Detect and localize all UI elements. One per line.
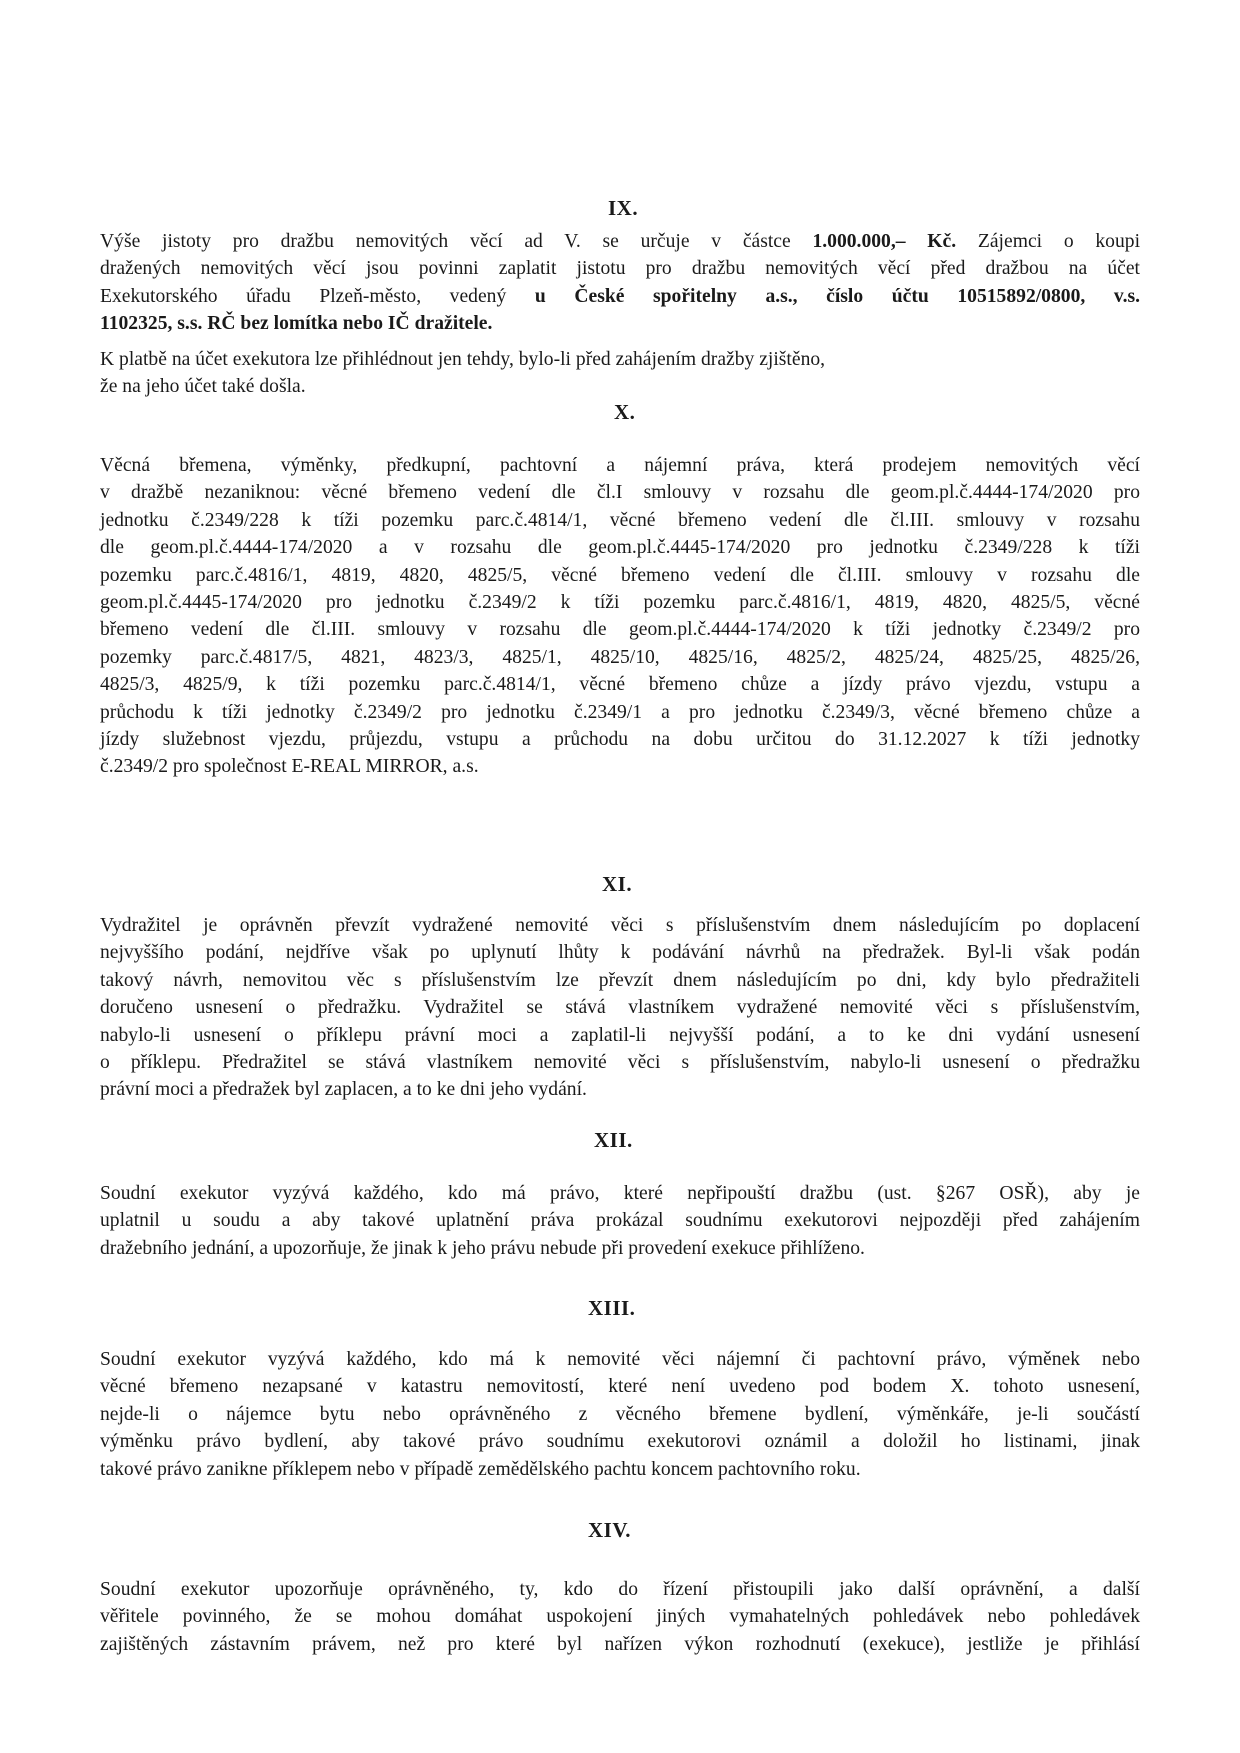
text-line xyxy=(100,346,1140,373)
text-line: uplatnil u soudu a aby takové uplatnění práva prokázal soudnímu exekutorovi nejpozději před zahájením xyxy=(100,1210,1140,1232)
text-line: Soudní exekutor vyzývá každého, kdo má právo, které nepřipouští dražbu (ust. §267 OSŘ), aby je xyxy=(100,1183,1140,1204)
text-run: K platbě na účet exekutora lze přihlédnout jen tehdy, bylo-li před zahájením dražby zjištěno, xyxy=(100,349,826,370)
section-heading-xi: XI. xyxy=(602,872,633,896)
section-ix-paragraph-1 xyxy=(100,228,1140,338)
bank-account-info: u České spořitelny a.s., číslo účtu 10515892/0800, v.s. xyxy=(534,285,1140,307)
text-line: v dražbě nezaniknou: věcné břemeno vedení dle čl.I smlouvy v rozsahu dle geom.pl.č.4444-174/2020 pro xyxy=(100,482,1140,504)
text-line: pozemky parc.č.4817/5, 4821, 4823/3, 4825/1, 4825/10, 4825/16, 4825/2, 4825/24, 4825/25, 4825/26, xyxy=(100,646,1140,668)
text-run: Zájemci o koupi xyxy=(956,231,1141,252)
text-line: zajištěných zástavním právem, než pro které byl nařízen výkon rozhodnutí (exekuce), jestliže je přihlásí xyxy=(100,1633,1140,1655)
text-line: Věcná břemena, výměnky, předkupní, pachtovní a nájemní práva, která prodejem nemovitých věcí xyxy=(100,455,1140,476)
text-line: o příklepu. Předražitel se stává vlastníkem nemovité věci s příslušenstvím, nabylo-li usnesení o předražku xyxy=(100,1052,1140,1074)
text-line: věcné břemeno nezapsané v katastru nemovitostí, které není uvedeno pod bodem X. tohoto usnesení, xyxy=(100,1376,1140,1398)
text-line xyxy=(100,255,1140,282)
text-line: nabylo-li usnesení o příklepu právní moci a zaplatil-li nejvyšší podání, a to ke dni vydání usnesení xyxy=(100,1024,1140,1046)
text-run: Výše jistoty pro dražbu nemovitých věcí ad V. se určuje v částce xyxy=(100,231,813,252)
section-heading-xii: XII. xyxy=(594,1128,633,1152)
text-line: č.2349/2 pro společnost E-REAL MIRROR, a.s. xyxy=(100,756,479,778)
text-line: průchodu k tíži jednotky č.2349/2 pro jednotku č.2349/1 a pro jednotku č.2349/3, věcné břemeno chůze a xyxy=(100,701,1140,723)
text-line: jednotku č.2349/228 k tíži pozemku parc.č.4814/1, věcné břemeno vedení dle čl.III. smlouvy v rozsahu xyxy=(100,509,1140,531)
text-run: Exekutorského úřadu Plzeň-město, vedený xyxy=(100,285,535,307)
guarantee-amount: 1.000.000,– Kč. xyxy=(812,231,957,252)
text-line: břemeno vedení dle čl.III. smlouvy v rozsahu dle geom.pl.č.4444-174/2020 k tíži jednotky č.2349/2 pro xyxy=(100,619,1140,641)
text-line: Soudní exekutor upozorňuje oprávněného, ty, kdo do řízení přistoupili jako další oprávnění, a další xyxy=(100,1579,1140,1600)
text-line: nejde-li o nájemce bytu nebo oprávněného z věcného břemene bydlení, výměnkáře, je-li součástí xyxy=(100,1403,1140,1425)
section-ix-paragraph-2 xyxy=(100,346,1140,401)
text-line: pozemku parc.č.4816/1, 4819, 4820, 4825/5, věcné břemeno vedení dle čl.III. smlouvy v rozsahu dle xyxy=(100,564,1140,586)
section-xii-paragraph xyxy=(100,1180,1140,1262)
text-line: takový návrh, nemovitou věc s příslušenstvím lze převzít dnem následujícím po dni, kdy bylo předražiteli xyxy=(100,969,1140,991)
text-line: věřitele povinného, že se mohou domáhat uspokojení jiných vymahatelných pohledávek nebo pohledávek xyxy=(100,1606,1140,1628)
text-line: 4825/3, 4825/9, k tíži pozemku parc.č.4814/1, věcné břemeno chůze a jízdy právo vjezdu, vstupu a xyxy=(100,674,1140,696)
text-line xyxy=(100,228,1140,255)
section-xi-paragraph xyxy=(100,912,1140,1104)
payment-symbols: 1102325, s.s. RČ bez lomítka nebo IČ dražitele. xyxy=(100,313,493,335)
text-line: jízdy služebnost vjezdu, průjezdu, vstupu a průchodu na dobu určitou do 31.12.2027 k tíži jednotky xyxy=(100,729,1140,751)
text-line xyxy=(100,373,1140,400)
text-line xyxy=(100,310,1140,337)
text-line: Soudní exekutor vyzývá každého, kdo má k nemovité věci nájemní či pachtovní právo, výměnek nebo xyxy=(100,1349,1140,1370)
text-line: dražebního jednání, a upozorňuje, že jinak k jeho právu nebude při provedení exekuce přihlíženo. xyxy=(100,1237,865,1259)
text-run: že na jeho účet také došla. xyxy=(100,376,306,398)
text-line: Vydražitel je oprávněn převzít vydražené nemovité věci s příslušenstvím dnem následujícím po doplacení xyxy=(100,915,1140,936)
section-xiii-paragraph xyxy=(100,1346,1140,1483)
text-line xyxy=(100,283,1140,310)
text-line: doručeno usnesení o předražku. Vydražitel se stává vlastníkem vydražené nemovité věci s příslušenstvím, xyxy=(100,997,1140,1019)
section-heading-xiii: XIII. xyxy=(588,1296,636,1320)
text-line: takové právo zanikne příklepem nebo v případě zemědělského pachtu koncem pachtovního roku. xyxy=(100,1458,861,1480)
text-line: dle geom.pl.č.4444-174/2020 a v rozsahu dle geom.pl.č.4445-174/2020 pro jednotku č.2349/228 k tíži xyxy=(100,537,1140,559)
section-heading-xiv: XIV. xyxy=(588,1518,632,1542)
text-run: dražených nemovitých věcí jsou povinni zaplatit jistotu pro dražbu nemovitých věcí před dražbou na účet xyxy=(100,258,1140,280)
section-heading-ix: IX. xyxy=(608,196,639,220)
text-line: nejvyššího podání, nejdříve však po uplynutí lhůty k podávání návrhů na předražek. Byl-li však podán xyxy=(100,942,1140,964)
text-line: výměnku právo bydlení, aby takové právo soudnímu exekutorovi oznámil a doložil ho listinami, jinak xyxy=(100,1431,1140,1453)
text-line: právní moci a předražek byl zaplacen, a to ke dni jeho vydání. xyxy=(100,1079,587,1101)
section-x-paragraph xyxy=(100,452,1140,781)
section-xiv-paragraph xyxy=(100,1576,1140,1658)
text-line: geom.pl.č.4445-174/2020 pro jednotku č.2349/2 k tíži pozemku parc.č.4816/1, 4819, 4820, 4825/5, věcné xyxy=(100,592,1140,614)
section-heading-x: X. xyxy=(614,400,636,424)
